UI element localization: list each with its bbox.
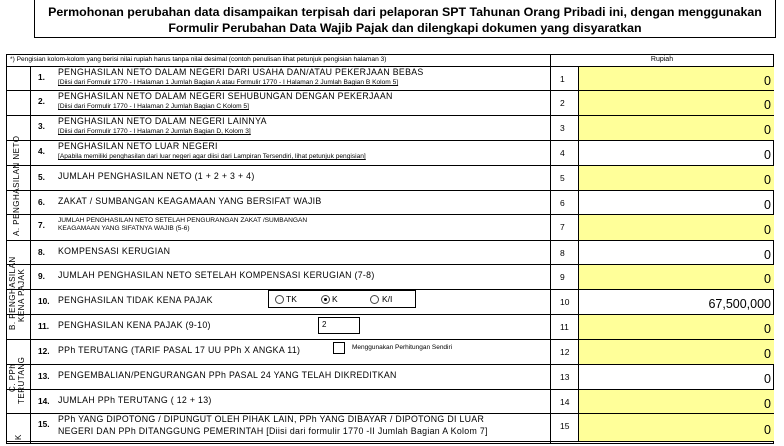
radio-ki[interactable]	[370, 295, 379, 304]
row-sublabel: [Diisi dari Formulir 1770 - I Halaman 2 Jumlah Bagian D, Kolom 3]	[58, 128, 251, 135]
row-divider	[6, 441, 774, 442]
table-row	[30, 90, 550, 115]
table-row	[30, 140, 550, 165]
row-number: 14.	[38, 396, 50, 406]
notice-line-2: Formulir Perubahan Data Wajib Pajak dan dilengkapi dokumen yang disyaratkan	[168, 21, 642, 35]
table-row	[30, 364, 550, 389]
row-number: 11.	[38, 321, 50, 331]
notice-line-1: Permohonan perubahan data disampaikan terpisah dari pelaporan SPT Tahunan Orang Pribadi ini, dengan menggunakan	[48, 5, 762, 19]
row-code: 2	[560, 98, 565, 108]
rupiah-value-field[interactable]: 0	[578, 265, 774, 289]
notice-box	[34, 0, 776, 38]
row-label: JUMLAH PENGHASILAN NETO (1 + 2 + 3 + 4)	[58, 171, 255, 181]
table-row	[30, 165, 550, 190]
section-c-label-1: C. PPh	[8, 363, 17, 392]
row-label: PENGHASILAN NETO DALAM NEGERI LAINNYA	[58, 116, 267, 126]
table-row	[30, 413, 550, 441]
radio-k[interactable]	[321, 295, 330, 304]
rupiah-value-field[interactable]: 0	[578, 116, 774, 140]
row-code: 10	[560, 297, 570, 307]
radio-ki-label: K/I	[382, 294, 393, 304]
row-number: 8.	[38, 247, 45, 257]
row-number: 6.	[38, 197, 45, 207]
table-row	[30, 190, 550, 214]
row-label: JUMLAH PPh TERUTANG ( 12 + 13)	[58, 395, 212, 405]
row-code: 9	[560, 272, 565, 282]
rupiah-value-field[interactable]: 0	[578, 315, 774, 339]
row-code: 13	[560, 372, 570, 382]
rupiah-value-field[interactable]: 0	[578, 414, 774, 441]
row-code: 4	[560, 148, 565, 158]
section-a-label: A. PENGHASILAN NETO	[12, 135, 21, 236]
rupiah-column-header: Rupiah	[650, 56, 674, 63]
row-label: PPh YANG DIPOTONG / DIPUNGUT OLEH PIHAK LAIN, PPh YANG DIBAYAR / DIPOTONG DI LUAR	[58, 414, 485, 424]
row-sublabel: [Apabila memiliki penghasilan dari luar negeri agar diisi dari Lampiran Tersendiri, lihat petunjuk pengisian]	[58, 153, 366, 160]
rupiah-value-field[interactable]: 0	[578, 241, 774, 264]
radio-tk-label: TK	[286, 294, 297, 304]
table-row	[30, 214, 550, 240]
row-label-line-2: KEAGAMAAN YANG SIFATNYA WAJIB (5-6)	[58, 225, 190, 232]
row-label: PENGHASILAN TIDAK KENA PAJAK	[58, 295, 213, 305]
rupiah-value-field[interactable]: 0	[578, 340, 774, 364]
table-row	[30, 264, 550, 289]
row-code: 8	[560, 248, 565, 258]
table-row	[30, 339, 550, 364]
section-c-label-2: TERUTANG	[17, 356, 26, 404]
row-label: KOMPENSASI KERUGIAN	[58, 246, 171, 256]
rupiah-value-field[interactable]: 0	[578, 141, 774, 165]
rupiah-value-field[interactable]: 0	[578, 67, 774, 90]
rupiah-value-field[interactable]: 0	[578, 390, 774, 413]
section-b-label-2: KENA PAJAK	[17, 268, 26, 322]
rupiah-value-field[interactable]: 0	[578, 166, 774, 190]
row-label: PENGHASILAN NETO LUAR NEGERI	[58, 141, 218, 151]
row-code: 12	[560, 347, 570, 357]
row-number: 7.	[38, 220, 45, 230]
rupiah-value-field[interactable]: 0	[578, 215, 774, 240]
row-label: PENGEMBALIAN/PENGURANGAN PPh PASAL 24 YANG TELAH DIKREDITKAN	[58, 370, 397, 380]
row-label-line-1: JUMLAH PENGHASILAN NETO SETELAH PENGURANGAN ZAKAT /SUMBANGAN	[58, 217, 308, 224]
radio-tk[interactable]	[275, 295, 284, 304]
row-label-line-2: NEGERI DAN PPh DITANGGUNG PEMERINTAH [Diisi dari formulir 1770 -II Jumlah Bagian A Kolom 7]	[58, 426, 488, 436]
row-number: 9.	[38, 271, 45, 281]
row-code: 11	[560, 322, 569, 332]
rupiah-value-field[interactable]: 0	[578, 365, 774, 389]
row-number: 15.	[38, 419, 50, 429]
ptkp-status-group	[268, 290, 416, 308]
tanggungan-input[interactable]: 2	[318, 317, 360, 334]
own-calculation-checkbox[interactable]	[333, 342, 345, 354]
row-label: ZAKAT / SUMBANGAN KEAGAMAAN YANG BERSIFAT WAJIB	[58, 196, 322, 206]
row-number: 13.	[38, 371, 50, 381]
radio-k-label: K	[332, 294, 338, 304]
row-code: 7	[560, 222, 565, 232]
table-row	[30, 389, 550, 413]
row-number: 4.	[38, 146, 45, 156]
row-code: 1	[560, 74, 565, 84]
row-code: 6	[560, 198, 565, 208]
row-number: 12.	[38, 346, 50, 356]
rupiah-value-field[interactable]: 67,500,000	[578, 290, 774, 314]
own-calculation-label: Menggunakan Perhitungan Sendiri	[352, 344, 453, 351]
row-sublabel: [Diisi dari Formulir 1770 - I Halaman 2 Jumlah Bagian C Kolom 5]	[58, 103, 249, 110]
row-number: 10.	[38, 296, 50, 306]
row-label: PENGHASILAN NETO DALAM NEGERI DARI USAHA DAN/ATAU PEKERJAAN BEBAS	[58, 67, 424, 77]
row-code: 15	[560, 421, 570, 431]
row-number: 3.	[38, 121, 45, 131]
row-code: 14	[560, 397, 570, 407]
rupiah-value-field[interactable]: 0	[578, 91, 774, 115]
row-label: PPh TERUTANG (TARIF PASAL 17 UU PPh X ANGKA 11)	[58, 345, 301, 355]
table-row	[30, 240, 550, 264]
row-label: JUMLAH PENGHASILAN NETO SETELAH KOMPENSASI KERUGIAN (7-8)	[58, 270, 375, 280]
row-code: 3	[560, 123, 565, 133]
table-row	[30, 314, 550, 339]
table-row	[30, 66, 550, 90]
instruction-note: *) Pengisian kolom-kolom yang berisi nilai rupiah harus tanpa nilai desimal (contoh penulisan lihat petunjuk pengisian halaman 3)	[10, 56, 387, 63]
table-row	[30, 115, 550, 140]
row-number: 1.	[38, 72, 45, 82]
row-number: 2.	[38, 96, 45, 106]
row-label: PENGHASILAN KENA PAJAK (9-10)	[58, 320, 211, 330]
row-sublabel: [Diisi dari Formulir 1770 - I Halaman 1 Jumlah Bagian A atau Formulir 1770 - I Halaman 2 Jumlah Bagian B Kolom 5]	[58, 79, 399, 86]
row-code: 5	[560, 173, 565, 183]
rupiah-value-field[interactable]: 0	[578, 191, 774, 214]
section-d-label: K	[14, 434, 23, 440]
section-b-label-1: B. PENGHASILAN	[8, 256, 17, 330]
row-number: 5.	[38, 172, 45, 182]
row-label: PENGHASILAN NETO DALAM NEGERI SEHUBUNGAN DENGAN PEKERJAAN	[58, 91, 393, 101]
